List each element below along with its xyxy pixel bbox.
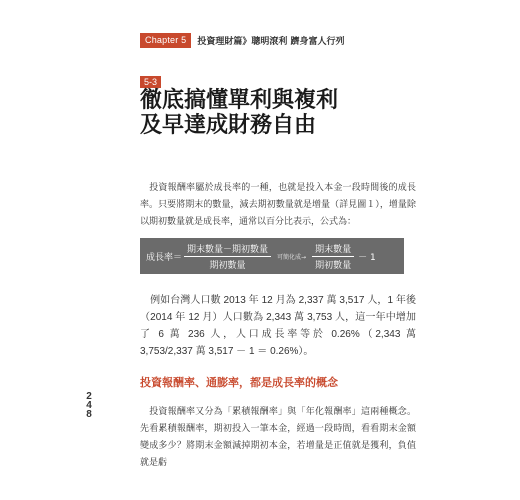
running-header xyxy=(140,32,344,48)
formula-lhs: 成長率＝ xyxy=(146,252,183,263)
section-number: 5-3 xyxy=(140,76,161,88)
formula-tail: － 1 xyxy=(358,252,376,263)
example-paragraph: 例如台灣人口數 2013 年 12 月為 2,337 萬 3,517 人，1 年後（2014 年 12 月）人口數為 2,343 萬 3,753 人，這一年中增加了 6 萬 236 人，人口成長率等於 0.26%（2,343 萬 3,753/2,337 萬 3,517 － 1 ＝ 0.26%）。 xyxy=(140,295,416,357)
formula-simplify-note: 可簡化成→ xyxy=(277,253,307,261)
page-number xyxy=(84,392,94,419)
subheading: 投資報酬率、通膨率，都是成長率的概念 xyxy=(140,376,338,389)
chapter-title: 投資理財篇》聰明滾利 躋身富人行列 xyxy=(197,36,345,47)
formula-denominator-simple: 期初數量 xyxy=(315,260,352,271)
page-number-digit: 4 xyxy=(86,400,92,411)
formula-fraction-full xyxy=(184,242,271,271)
page-number-digit: 8 xyxy=(86,409,92,420)
chapter-label: Chapter 5 xyxy=(140,33,191,48)
body-paragraph-2: 投資報酬率又分為「累積報酬率」與「年化報酬率」這兩種概念。先看累積報酬率，期初投入一筆本金，經過一段時間，看看期末金額變成多少？將期末金額減掉期初本金，若增量是正值就是獲利，負值就是虧 xyxy=(140,407,416,468)
formula-denominator: 期初數量 xyxy=(209,260,246,271)
formula-box xyxy=(140,238,404,274)
formula-fraction-simple xyxy=(312,242,354,271)
section-title xyxy=(140,88,338,138)
formula-numerator-simple: 期末數量 xyxy=(312,242,354,257)
page-number-digit: 2 xyxy=(86,391,92,402)
formula-numerator: 期末數量－期初數量 xyxy=(184,242,271,257)
body-paragraph-1: 投資報酬率屬於成長率的一種，也就是投入本金一段時間後的成長率。只要將期末的數量，減去期初數量就是增量（詳見圖１），增量除以期初數量就是成長率，通常以百分比表示，公式為： xyxy=(140,183,416,227)
section-title-line2: 及早達成財務自由 xyxy=(140,113,317,138)
section-title-line1: 徹底搞懂單利與複利 xyxy=(140,88,339,113)
